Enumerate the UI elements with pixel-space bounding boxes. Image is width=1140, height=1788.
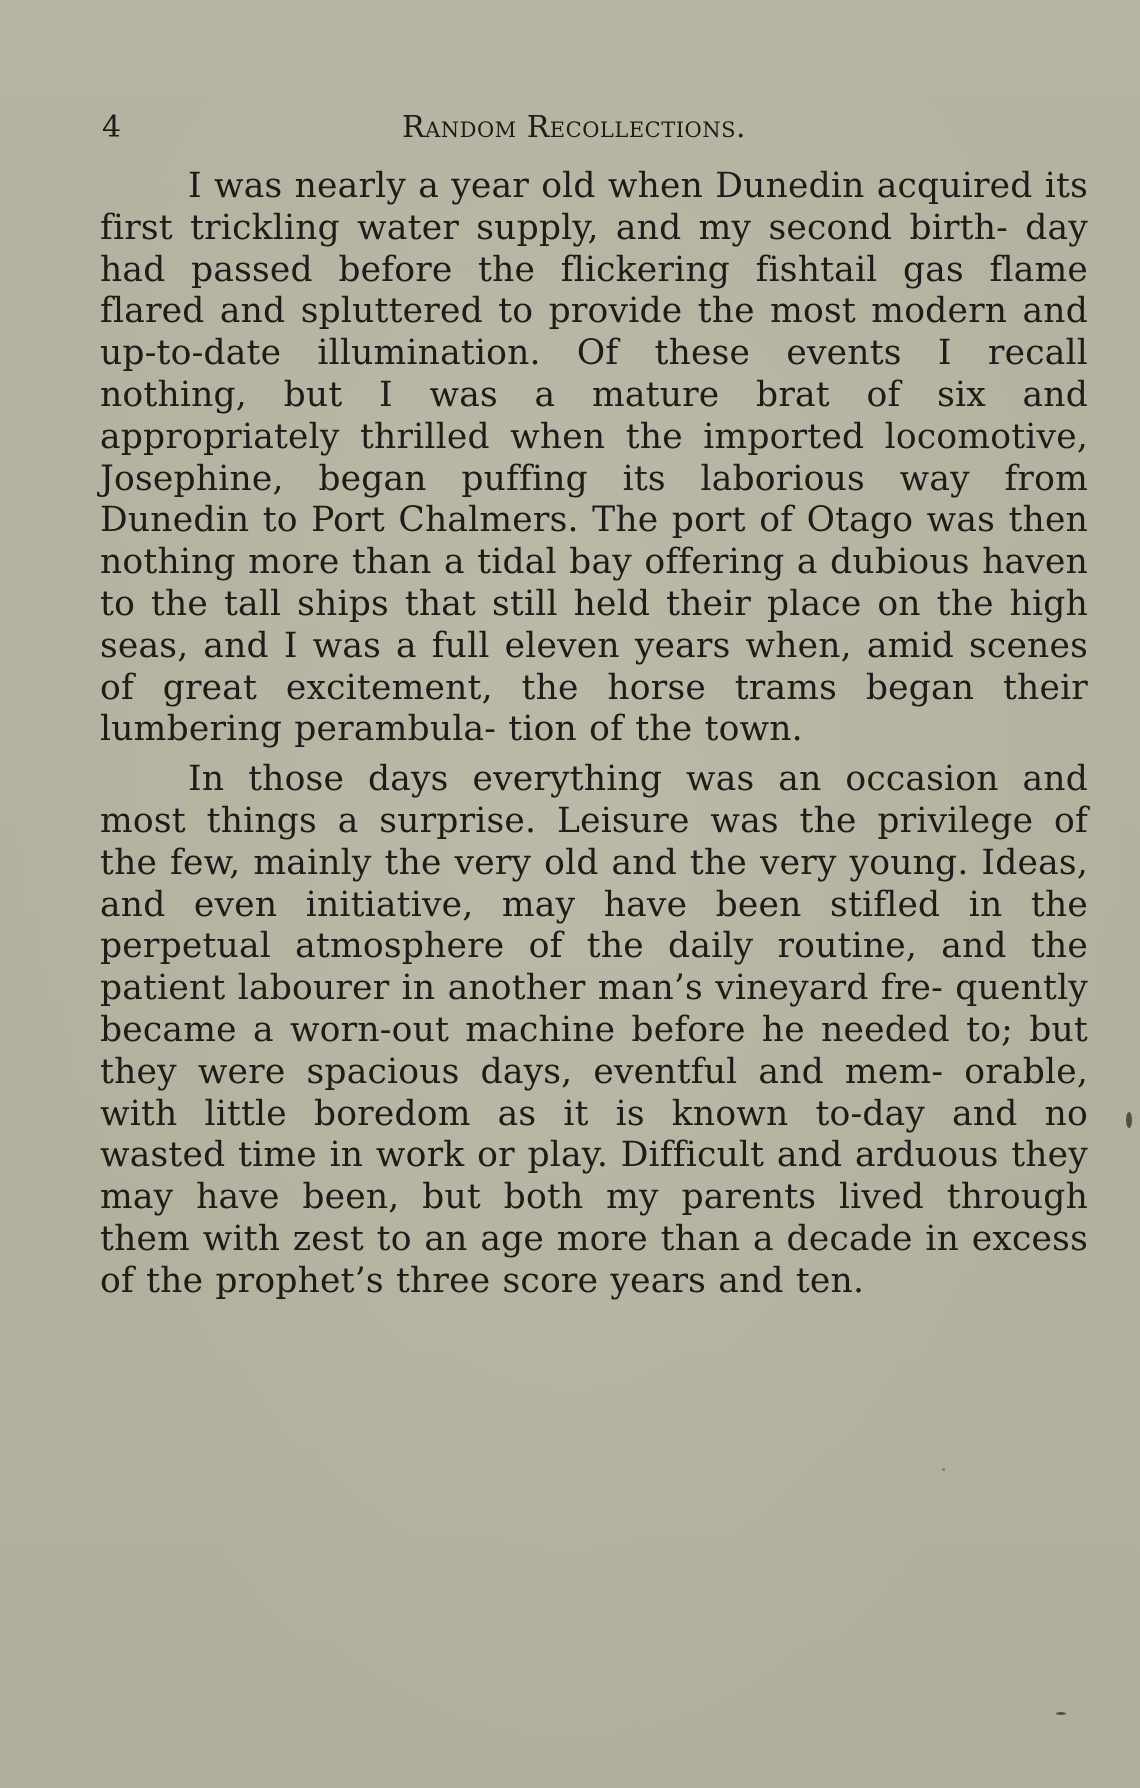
paper-speck xyxy=(1126,1112,1132,1128)
paragraph-2: In those days everything was an occasion and most things a surprise. Leisure was the privilege of the few, mainly the very old and the very young. Ideas, and even initiative, may have been stifled in the perpetual atmosphere of the daily routine, and the patient labourer in another man’s vineyard fre- quently became a worn-out machine before he needed to; but they were spacious days, eventful and mem- orable, with little boredom as it is known to-day and no wasted time in work or play. Difficult and arduous they may have been, but both my parents lived through them with zest to an age more than a decade in excess of the prophet’s three score years and ten. xyxy=(100,759,1088,1301)
paper-speck xyxy=(1056,1712,1066,1715)
running-title: Random Recollections. xyxy=(402,110,747,145)
page-number: 4 xyxy=(102,110,122,145)
running-head xyxy=(100,106,1090,150)
body-text xyxy=(100,166,1088,1303)
paragraph-1: I was nearly a year old when Dunedin acquired its first trickling water supply, and my second birth- day had passed before the flickering fishtail gas flame flared and spluttered to provide the most modern and up-to-date illumination. Of these events I recall nothing, but I was a mature brat of six and appropriately thrilled when the imported locomotive, Josephine, began puffing its laborious way from Dunedin to Port Chalmers. The port of Otago was then nothing more than a tidal bay offering a dubious haven to the tall ships that still held their place on the high seas, and I was a full eleven years when, amid scenes of great excitement, the horse trams began their lumbering perambula- tion of the town. xyxy=(100,166,1088,750)
paper-speck xyxy=(942,1468,945,1471)
